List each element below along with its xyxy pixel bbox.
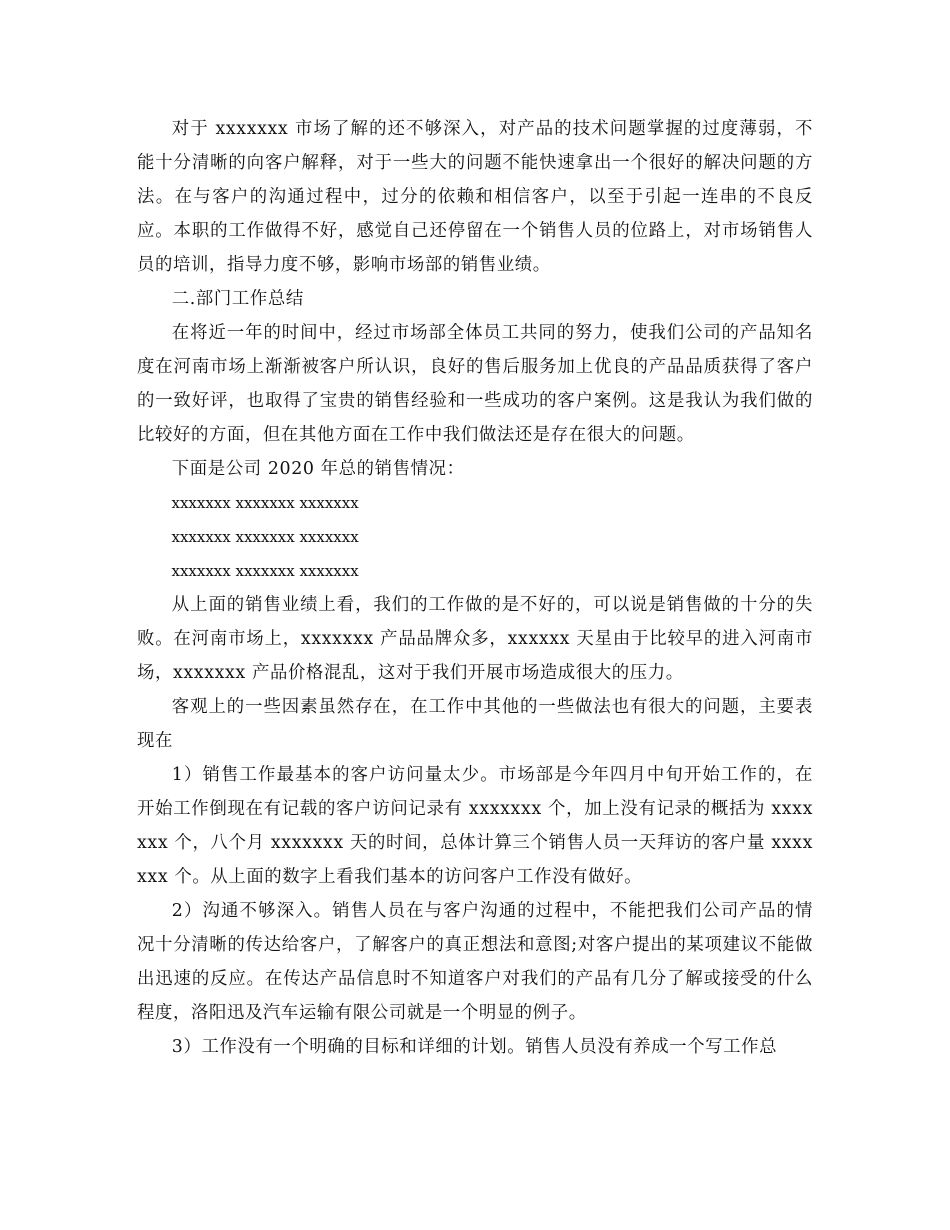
paragraph-problems-intro: 客观上的一些因素虽然存在，在工作中其他的一些做法也有很大的问题，主要表现在 [137,697,813,751]
paragraph-sales-analysis: 从上面的销售业绩上看，我们的工作做的是不好的，可以说是销售做的十分的失败。在河南市场上，xxxxxxx 产品品牌众多，xxxxxx 天星由于比较早的进入河南市场，xxxxxxx 产品价格混乱，这对于我们开展市场造成很大的压力。 [137,595,813,683]
paragraph-sales-intro: 下面是公司 2020 年总的销售情况： [171,459,465,479]
document-page [137,112,813,1064]
sales-row: xxxxxxx xxxxxxx xxxxxxx [171,528,359,546]
paragraph-department-summary: 在将近一年的时间中，经过市场部全体员工共同的努力，使我们公司的产品知名度在河南市场上渐渐被客户所认识，良好的售后服务加上优良的产品品质获得了客户的一致好评，也取得了宝贵的销售经验和一些成功的客户案例。这是我认为我们做的比较好的方面，但在其他方面在工作中我们做法还是存在很大的问题。 [137,323,813,445]
section-heading-department-summary: 二.部门工作总结 [171,289,304,309]
paragraph-self-assessment: 对于 xxxxxxx 市场了解的还不够深入，对产品的技术问题掌握的过度薄弱，不能十分清晰的向客户解释，对于一些大的问题不能快速拿出一个很好的解决问题的方法。在与客户的沟通过程中，过分的依赖和相信客户，以至于引起一连串的不良反应。本职的工作做得不好，感觉自己还停留在一个销售人员的位路上，对市场销售人员的培训，指导力度不够，影响市场部的销售业绩。 [137,119,813,275]
list-item-visit-volume: 1）销售工作最基本的客户访问量太少。市场部是今年四月中旬开始工作的，在开始工作倒现在有记载的客户访问记录有 xxxxxxx 个，加上没有记录的概括为 xxxxxxx 个，八个月 xxxxxxx 天的时间，总体计算三个销售人员一天拜访的客户量 xxxxxxx 个。从上面的数字上看我们基本的访问客户工作没有做好。 [137,765,813,887]
sales-row: xxxxxxx xxxxxxx xxxxxxx [171,562,359,580]
list-item-planning: 3）工作没有一个明确的目标和详细的计划。销售人员没有养成一个写工作总 [171,1037,778,1057]
list-item-communication: 2）沟通不够深入。销售人员在与客户沟通的过程中，不能把我们公司产品的情况十分清晰的传达给客户，了解客户的真正想法和意图;对客户提出的某项建议不能做出迅速的反应。在传达产品信息时不知道客户对我们的产品有几分了解或接受的什么程度，洛阳迅及汽车运输有限公司就是一个明显的例子。 [137,901,813,1023]
sales-row: xxxxxxx xxxxxxx xxxxxxx [171,494,359,512]
